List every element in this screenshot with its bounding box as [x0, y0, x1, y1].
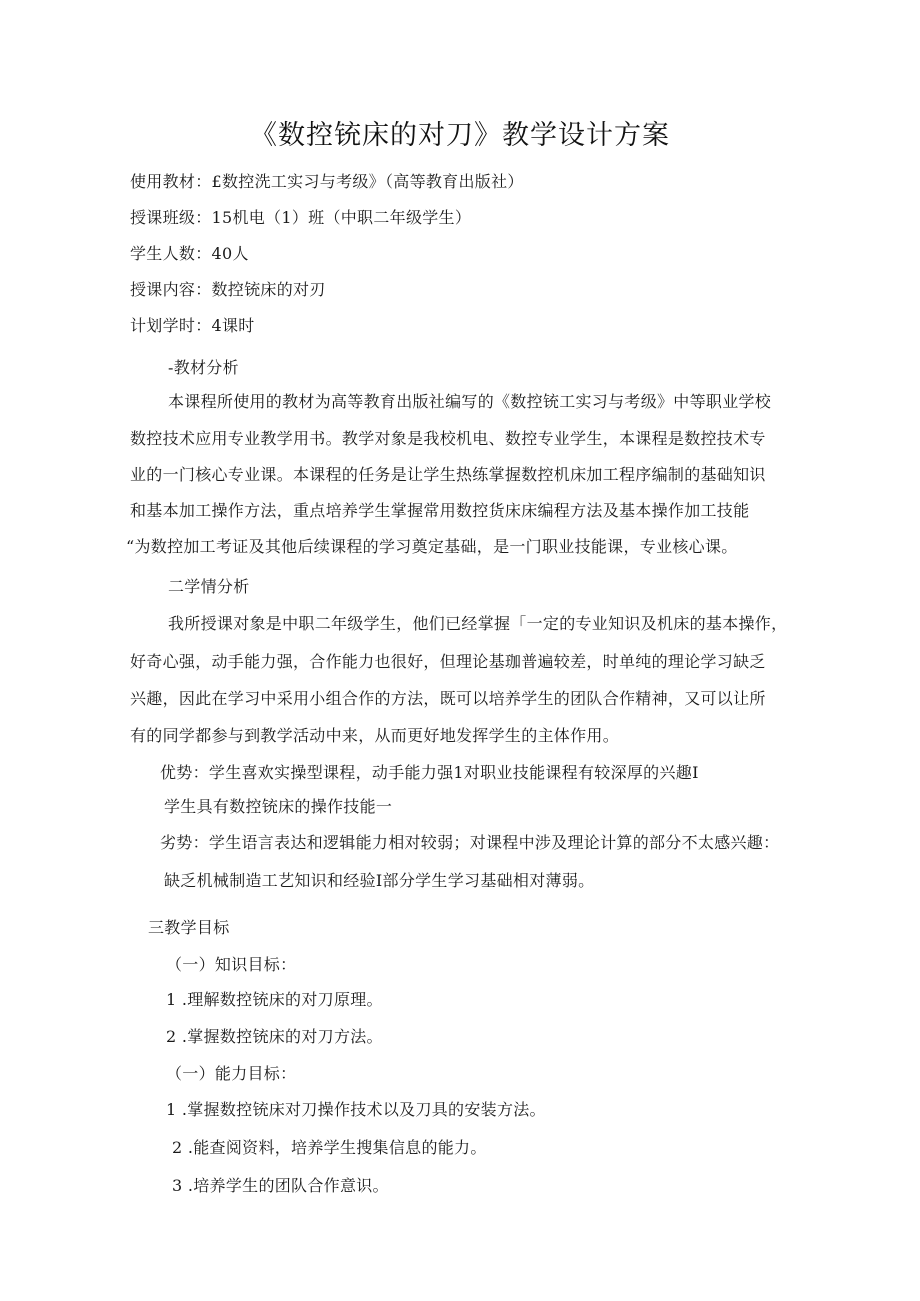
- section-2-heading: 二学情分析: [168, 577, 250, 596]
- section-2-line-3: 兴趣，因此在学习中采用小组合作的方法，既可以培养学生的团队合作精神，又可以让所: [130, 689, 766, 708]
- meta-class: 授课班级：15机电（1）班（中职二年级学生）: [130, 208, 472, 227]
- section-2-line-2: 好奇心强，动手能力强，合作能力也很好，但理论基珈普遍较差，时单纯的理论学习缺乏: [130, 652, 766, 671]
- section-2-line-1: 我所授课对象是中职二年级学生，他们已经掌握「一定的专业知识及机床的基本操作，: [168, 614, 788, 633]
- ability-goal-1: 1 .掌握数控铳床对刀操作技术以及刀具的安装方法。: [166, 1100, 546, 1119]
- section-3-heading: 三教学目标: [148, 918, 230, 937]
- section-1-line-1: 本课程所使用的教材为高等教育出版社编写的《数控铳工实习与考级》中等职业学校: [168, 392, 772, 411]
- document-title: 《数控铳床的对刀》教学设计方案: [250, 120, 670, 151]
- section-1-line-5: “为数控加工考证及其他后续课程的学习奠定基础，是一门职业技能课，专业核心课。: [126, 537, 738, 556]
- meta-students: 学生人数：40人: [130, 244, 249, 263]
- meta-hours: 计划学时：4课时: [130, 316, 255, 335]
- section-1-heading: -教材分析: [168, 358, 239, 377]
- meta-content: 授课内容：数控铳床的对刃: [130, 280, 326, 299]
- section-1-line-4: 和基本加工操作方法，重点培养学生掌握常用数控货床床编程方法及基本操作加工技能: [130, 501, 750, 520]
- section-2-line-4: 有的同学都参与到教学活动中来，从而更好地发挥学生的主体作用。: [130, 726, 620, 745]
- section-1-line-3: 业的一门核心专业课。本课程的任务是让学生热练掌握数控机床加工程序编制的基础知识: [130, 465, 766, 484]
- knowledge-goal-1: 1 .理解数控铳床的对刀原理。: [166, 990, 383, 1009]
- ability-goal-2: 2 .能查阅资料，培养学生搜集信息的能力。: [172, 1138, 487, 1157]
- ability-goals-heading: （一）能力目标：: [166, 1064, 297, 1083]
- advantage-line-1: 优势：学生喜欢实操型课程，动手能力强1对职业技能课程有较深厚的兴趣I: [160, 763, 699, 782]
- meta-textbook: 使用教材：£数控洗工实习与考级》（高等教育出版社）: [130, 172, 524, 191]
- advantage-line-2: 学生具有数控铳床的操作技能一: [164, 797, 393, 816]
- weakness-line-2: 缺乏机械制造工艺知识和经验I部分学生学习基础相对薄弱。: [164, 871, 595, 890]
- section-1-line-2: 数控技术应用专业教学用书。教学对象是我校机电、数控专业学生，本课程是数控技术专: [130, 429, 766, 448]
- ability-goal-3: 3 .培养学生的团队合作意识。: [172, 1176, 389, 1195]
- knowledge-goal-2: 2 .掌握数控铳床的对刀方法。: [166, 1027, 383, 1046]
- knowledge-goals-heading: （一）知识目标：: [166, 955, 297, 974]
- weakness-line-1: 劣势：学生语言表达和逻辑能力相对较弱；对课程中涉及理论计算的部分不太感兴趣：: [160, 833, 780, 852]
